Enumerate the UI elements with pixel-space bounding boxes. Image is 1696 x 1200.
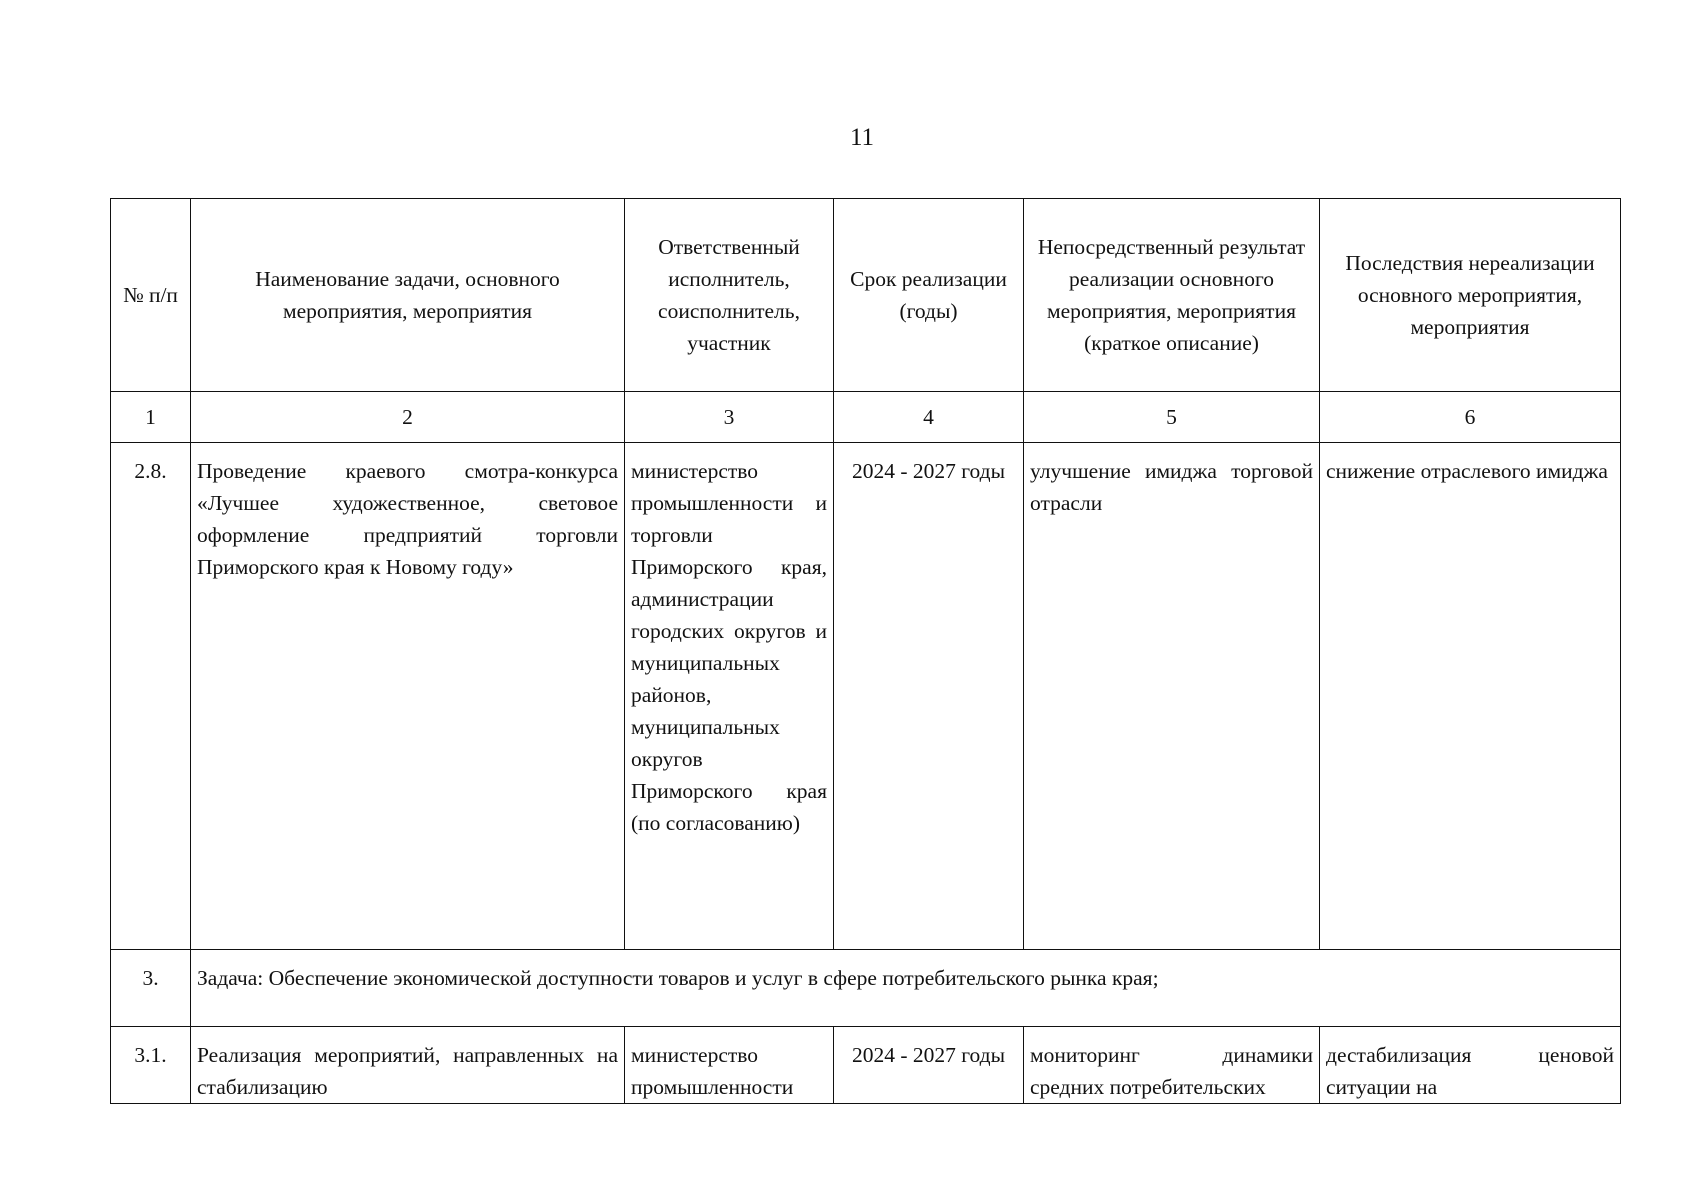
row-executor: министерство промышленности <box>625 1027 834 1104</box>
header-consequences: Последствия нереализации основного мероприятия, мероприятия <box>1320 199 1621 392</box>
header-task-name: Наименование задачи, основного мероприятия, мероприятия <box>191 199 625 392</box>
column-number: 5 <box>1024 392 1320 443</box>
page-number: 11 <box>849 124 875 151</box>
header-number: № п/п <box>111 199 191 392</box>
row-name: Проведение краевого смотра-конкурса «Лучшее художественное, световое оформление предприятий торговли Приморского края к Новому году» <box>191 443 625 950</box>
column-numbers-row <box>111 392 1621 443</box>
row-number: 3. <box>111 950 191 1027</box>
task-row <box>111 950 1621 1027</box>
row-result: мониторинг динамики средних потребительских <box>1024 1027 1320 1104</box>
header-term: Срок реализации (годы) <box>834 199 1024 392</box>
table-row <box>111 1027 1621 1104</box>
measures-table <box>110 198 1621 1104</box>
column-number: 6 <box>1320 392 1621 443</box>
row-number: 3.1. <box>111 1027 191 1104</box>
row-executor: министерство промышленности и торговли Приморского края, администрации городских округов и муниципальных районов, муниципальных округов Приморского края (по согласованию) <box>625 443 834 950</box>
row-consequences: снижение отраслевого имиджа <box>1320 443 1621 950</box>
column-number: 4 <box>834 392 1024 443</box>
table-row <box>111 443 1621 950</box>
row-name: Реализация мероприятий, направленных на стабилизацию <box>191 1027 625 1104</box>
task-description: Задача: Обеспечение экономической доступности товаров и услуг в сфере потребительского рынка края; <box>191 950 1621 1027</box>
row-term: 2024 - 2027 годы <box>834 443 1024 950</box>
table-header-row <box>111 199 1621 392</box>
row-term: 2024 - 2027 годы <box>834 1027 1024 1104</box>
row-consequences: дестабилизация ценовой ситуации на <box>1320 1027 1621 1104</box>
header-executor: Ответственный исполнитель, соисполнитель, участник <box>625 199 834 392</box>
column-number: 2 <box>191 392 625 443</box>
row-number: 2.8. <box>111 443 191 950</box>
header-result: Непосредственный результат реализации основного мероприятия, мероприятия (краткое описание) <box>1024 199 1320 392</box>
column-number: 3 <box>625 392 834 443</box>
row-result: улучшение имиджа торговой отрасли <box>1024 443 1320 950</box>
column-number: 1 <box>111 392 191 443</box>
